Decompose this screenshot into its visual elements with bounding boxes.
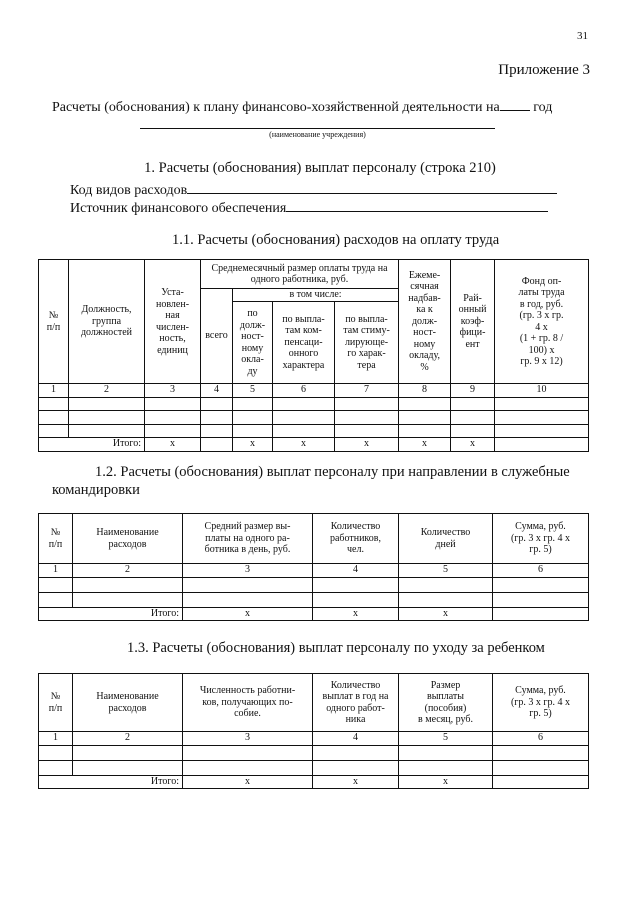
col-number: 3 [183, 732, 313, 746]
total-cell: х [451, 438, 495, 452]
total-cell: х [335, 438, 399, 452]
col-header-expense-name: Наименование расходов [73, 674, 183, 732]
section1-2-heading-line1: 1.2. Расчеты (обоснования) выплат персоналу при направлении в служебные [95, 464, 570, 480]
section1-heading: 1. Расчеты (обоснования) выплат персоналу (строка 210) [144, 160, 496, 176]
total-cell: х [233, 438, 273, 452]
table-row [39, 745, 589, 760]
appendix-label: Приложение 3 [498, 62, 590, 78]
col-number: 4 [313, 564, 399, 578]
col-header-position: Должность, группа должностей [69, 260, 145, 384]
table-row [39, 397, 589, 411]
col-number: 1 [39, 384, 69, 398]
col-header-expense-name: Наименование расходов [73, 514, 183, 564]
total-row [39, 438, 589, 452]
col-number: 2 [73, 732, 183, 746]
salary-table [38, 259, 589, 452]
column-number-row [39, 384, 589, 398]
total-row [39, 775, 589, 789]
table-row [39, 577, 589, 592]
total-cell: х [399, 775, 493, 789]
total-cell [201, 438, 233, 452]
col-number: 6 [273, 384, 335, 398]
column-number-row [39, 564, 589, 578]
col-header-monthly-bonus: Ежеме- сячная надбав- ка к долж- ност- ному окладу, % [399, 260, 451, 384]
total-cell: х [273, 438, 335, 452]
total-cell: х [399, 607, 493, 621]
col-number: 3 [145, 384, 201, 398]
col-header-payments-per-year: Количество выплат в год на одного работ- ника [313, 674, 399, 732]
section1-3-heading: 1.3. Расчеты (обоснования) выплат персоналу по уходу за ребенком [127, 640, 545, 656]
col-header-sum: Сумма, руб. (гр. 3 х гр. 4 х гр. 5) [493, 514, 589, 564]
col-number: 1 [39, 564, 73, 578]
total-cell: х [313, 607, 399, 621]
total-cell: х [183, 775, 313, 789]
col-number: 5 [399, 564, 493, 578]
institution-line [140, 128, 495, 129]
total-cell [493, 607, 589, 621]
document-title [52, 98, 552, 116]
col-header-num: № п/п [39, 674, 73, 732]
col-number: 10 [495, 384, 589, 398]
col-header-incl: в том числе: [233, 289, 399, 302]
total-label: Итого: [39, 775, 183, 789]
col-header-total: всего [201, 289, 233, 384]
total-row [39, 607, 589, 621]
col-header-sum: Сумма, руб. (гр. 3 х гр. 4 х гр. 5) [493, 674, 589, 732]
col-header-avg-salary: Среднемесячный размер оплаты труда на одного работника, руб. [201, 260, 399, 289]
col-number: 3 [183, 564, 313, 578]
funding-source-field [70, 198, 548, 217]
title-suffix: год [533, 100, 553, 115]
table-row [39, 411, 589, 425]
col-number: 9 [451, 384, 495, 398]
col-header-annual-fund: Фонд оп- латы труда в год, руб. (гр. 3 х гр. 4 х (1 + гр. 8 / 100) х гр. 9 х 12) [495, 260, 589, 384]
total-cell: х [399, 438, 451, 452]
col-number: 2 [69, 384, 145, 398]
section1-2-heading-line2: командировки [52, 482, 140, 498]
total-cell: х [145, 438, 201, 452]
col-number: 7 [335, 384, 399, 398]
total-cell [493, 775, 589, 789]
col-number: 5 [399, 732, 493, 746]
table-row [39, 424, 589, 438]
header-row [39, 514, 589, 564]
col-header-by-salary: по долж- ност- ному окла- ду [233, 302, 273, 384]
expense-code-line [187, 180, 557, 194]
year-blank [500, 98, 530, 111]
expense-code-field [70, 180, 557, 199]
expense-code-label: Код видов расходов [70, 183, 188, 198]
col-header-district-coef: Рай- онный коэф- фици- ент [451, 260, 495, 384]
total-cell: х [183, 607, 313, 621]
header-row [39, 674, 589, 732]
total-label: Итого: [39, 607, 183, 621]
total-cell: х [313, 775, 399, 789]
col-number: 5 [233, 384, 273, 398]
business-trip-table [38, 513, 589, 621]
col-number: 4 [201, 384, 233, 398]
col-header-num: № п/п [39, 260, 69, 384]
col-number: 1 [39, 732, 73, 746]
section1-1-heading: 1.1. Расчеты (обоснования) расходов на оплату труда [172, 232, 500, 248]
institution-caption: (наименование учреждения) [269, 130, 366, 139]
column-number-row [39, 732, 589, 746]
title-text: Расчеты (обоснования) к плану финансово-хозяйственной деятельности на [52, 100, 500, 115]
funding-source-line [286, 198, 548, 212]
childcare-table [38, 673, 589, 789]
col-header-num: № п/п [39, 514, 73, 564]
col-header-staff: Уста- новлен- ная числен- ность, единиц [145, 260, 201, 384]
col-header-daily-payment: Средний размер вы- платы на одного ра- ботника в день, руб. [183, 514, 313, 564]
col-header-compensation: по выпла- там ком- пенсаци- онного характера [273, 302, 335, 384]
total-label: Итого: [39, 438, 145, 452]
col-number: 8 [399, 384, 451, 398]
funding-source-label: Источник финансового обеспечения [70, 201, 287, 216]
col-header-employee-count: Количество работников, чел. [313, 514, 399, 564]
col-number: 6 [493, 732, 589, 746]
col-number: 2 [73, 564, 183, 578]
table-row [39, 760, 589, 775]
col-number: 4 [313, 732, 399, 746]
total-cell [495, 438, 589, 452]
col-header-days: Количество дней [399, 514, 493, 564]
page-number: 31 [577, 30, 588, 42]
col-header-recipients: Численность работни- ков, получающих по- собие. [183, 674, 313, 732]
table-row [39, 592, 589, 607]
col-header-monthly-amount: Размер выплаты (пособия) в месяц, руб. [399, 674, 493, 732]
col-number: 6 [493, 564, 589, 578]
col-header-incentive: по выпла- там стиму- лирующе- го харак- тера [335, 302, 399, 384]
